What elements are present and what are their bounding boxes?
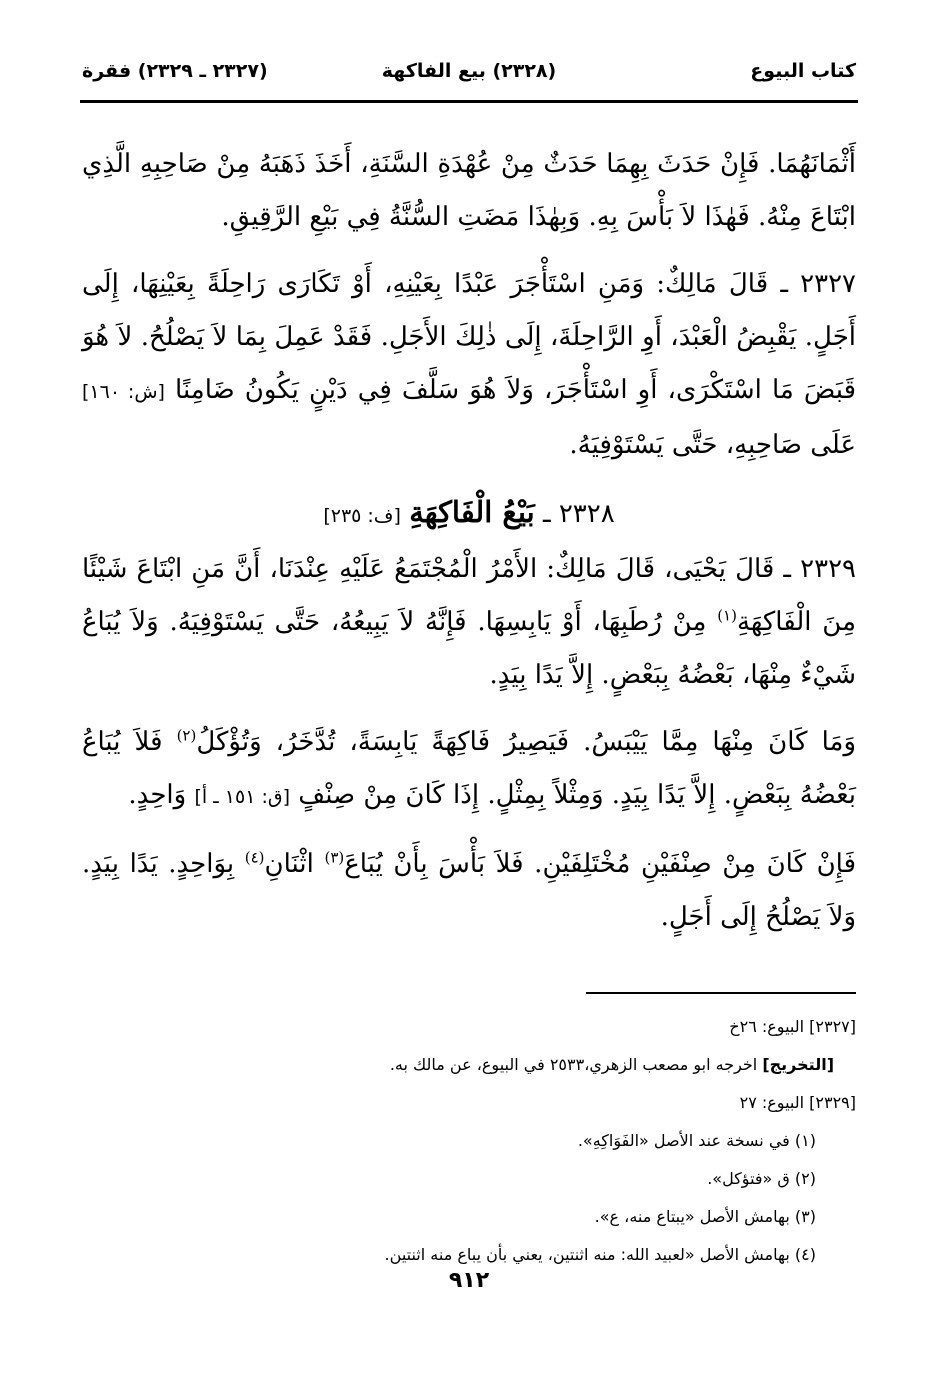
footnotes (82, 1008, 856, 1274)
paragraph-two-kinds (82, 838, 856, 944)
paragraph-text: بِوَاحِدٍ. يَدًا بِيَدٍ. وَلاَ يَصْلُحُ إِلَى أَجَلٍ. (82, 849, 856, 932)
header-paragraph-range: (٢٣٢٧ ـ ٢٣٢٩) فقرة (82, 60, 268, 82)
footnote-takhrij (82, 1046, 856, 1084)
footnote-item: (١) في نسخة عند الأصل «الفَوَاكِهِ». (577, 1131, 816, 1150)
paragraph-text: عَلَى صَاحِبِهِ، حَتَّى يَسْتَوْفِيَهُ. (569, 430, 856, 460)
paragraph-text: اثْنَانِ (264, 849, 314, 879)
paragraph-text: ٢٣٢٧ ـ قَالَ مَالِكٌ: وَمَنِ اسْتَأْجَرَ عَبْدًا بِعَيْنِهِ، أَوْ تَكَارَى رَاحِلَةً بِعَيْنِهَا، إِلَى أَجَلٍ. يَقْبِضُ الْعَبْدَ، أَوِ الرَّاحِلَةَ، إِلَى ذٰلِكَ الأَجَلِ. فَقَدْ عَمِلَ بِمَا لاَ يَصْلُحُ. لاَ هُوَ قَبَضَ مَا اسْتَكْرَى، أَوِ اسْتَأْجَرَ، وَلاَ هُوَ سَلَّفَ فِي دَيْنٍ يَكُونُ ضَامِنًا (82, 269, 857, 405)
paragraph-2329 (82, 543, 856, 702)
paragraph-text: وَمَا كَانَ مِنْهَا مِمَّا يَيْبَسُ. فَيَصِيرُ فَاكِهَةً يَابِسَةً، تُدَّخَرُ، وَتُؤْكَلُ (196, 727, 856, 757)
paragraph-dried-fruit (82, 716, 856, 824)
manuscript-reference: [ف: ٢٣٥] (323, 505, 401, 527)
footnote-marker: (٣) (324, 848, 345, 867)
footnote-ref-2329: [٢٣٢٩] البيوع: ٢٧ (739, 1093, 856, 1112)
takhrij-label: [التخريج] (762, 1055, 834, 1074)
page-number: ٩١٢ (448, 1268, 490, 1293)
chapter-title: بَيْعُ الْفَاكِهَةِ (409, 495, 535, 529)
footnote-ref-2327: [٢٣٢٧] البيوع: ٢٦خ (729, 1017, 856, 1036)
paragraph-2327 (82, 258, 856, 472)
footnote-marker: (٢) (176, 726, 197, 745)
paragraph-text: مِنْ رُطَبِهَا، أَوْ يَابِسِهَا. فَإِنَّهُ لاَ يَبِيعُهُ، حَتَّى يَسْتَوْفِيَهُ. وَلاَ يُبَاعُ شَيْءٌ مِنْهَا، بَعْضُهُ بِبَعْضٍ. إِلاَّ يَدًا بِيَدٍ. (82, 607, 856, 690)
paragraph-text: أَثْمَانَهُمَا. فَإِنْ حَدَثَ بِهِمَا حَدَثٌ مِنْ عُهْدَةِ السَّنَةِ، أَخَذَ ذَهَبَهُ مِنْ صَاحِبِهِ الَّذِي ابْتَاعَ مِنْهُ. فَهٰذَا لاَ بَأْسَ بِهِ. وَبِهٰذَا مَضَتِ السُّنَّةُ فِي بَيْعِ الرَّقِيقِ. (82, 149, 856, 232)
paragraph-text: وَاحِدٍ. (128, 780, 187, 810)
paragraph-text: فَلاَ يُبَاعُ بَعْضُهُ بِبَعْضٍ. إِلاَّ يَدًا بِيَدٍ. وَمِثْلاً بِمِثْلٍ. إِذَا كَانَ مِنْ صِنْفٍ (82, 727, 856, 810)
footnote-item: (٤) بهامش الأصل «لعبيد الله: منه اثنتين، يعني بأن يباع منه اثنتين. (384, 1245, 816, 1264)
running-header (82, 60, 856, 94)
footnote-item: (٣) بهامش الأصل «يبتاع منه، ع». (594, 1207, 816, 1226)
footnote-divider (586, 992, 856, 994)
paragraph-text: ٢٣٢٩ ـ قَالَ يَحْيَى، قَالَ مَالِكٌ: الأَمْرُ الْمُجْتَمَعُ عَلَيْهِ عِنْدَنَا، أَنَّ مَنِ ابْتَاعَ شَيْئًا مِنَ الْفَاكِهَةِ (82, 554, 856, 637)
footnote-marker: (٤) (244, 848, 265, 867)
chapter-number: ٢٣٢٨ ـ (542, 499, 615, 529)
manuscript-reference: [ش: ١٦٠] (82, 381, 165, 403)
paragraph-continuation (82, 138, 856, 244)
main-text (82, 138, 856, 944)
paragraph-text: فَإِنْ كَانَ مِنْ صِنْفَيْنِ مُخْتَلِفَيْنِ. فَلاَ بَأْسَ بِأَنْ يُبَاعَ (344, 849, 857, 879)
header-chapter-title: (٢٣٢٨) بيع الفاكهة (381, 60, 557, 82)
manuscript-reference: [ق: ١٥١ ـ أ] (194, 786, 291, 808)
takhrij-text: اخرجه ابو مصعب الزهري،٢٥٣٣ في البيوع، عن مالك به. (389, 1055, 758, 1074)
header-book-title: كتاب البيوع (750, 60, 856, 82)
header-divider (80, 100, 858, 103)
footnote-item: (٢) ق «فتؤكل». (707, 1169, 816, 1188)
footnote-marker: (١) (717, 606, 737, 625)
chapter-heading (82, 486, 856, 543)
